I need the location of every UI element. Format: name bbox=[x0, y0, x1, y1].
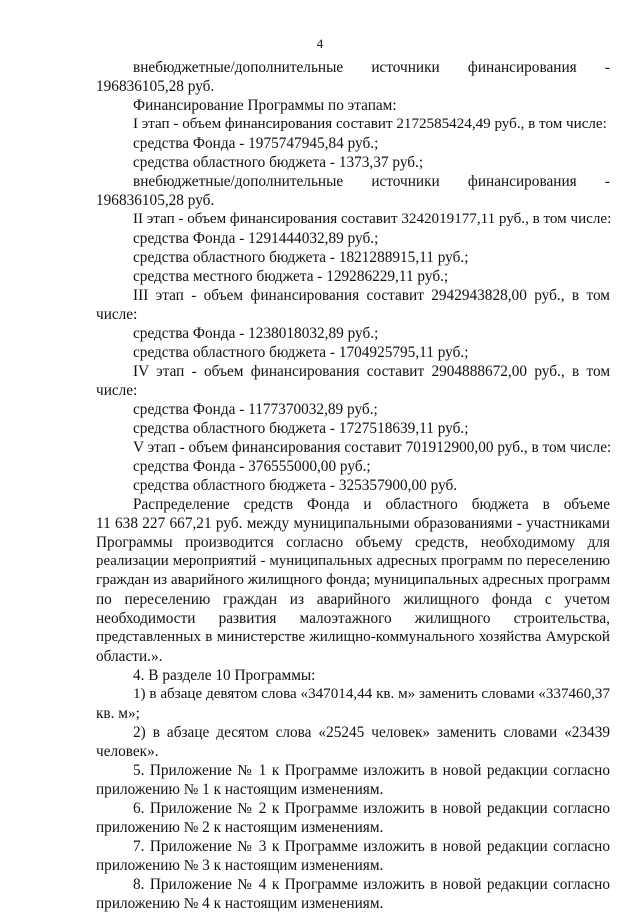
text-word: - bbox=[604, 59, 610, 76]
text-line: 1) в абзаце девятом слова «347014,44 кв. м» заменить словами «337460,37 bbox=[133, 686, 610, 702]
text-line: приложению № 1 к настоящим изменениям. bbox=[96, 781, 384, 798]
text-word: финансирования bbox=[467, 59, 577, 76]
text-line: IV этап - объем финансирования составит 2904888672,00 руб., в том bbox=[133, 363, 610, 380]
text-line: 2) в абзаце десятом слова «25245 человек» заменить словами «23439 bbox=[133, 724, 610, 741]
text-word: - bbox=[604, 173, 610, 190]
text-line: области.». bbox=[96, 648, 163, 665]
text-line: человек». bbox=[96, 743, 159, 760]
text-line: приложению № 4 к настоящим изменениям. bbox=[96, 895, 384, 912]
text-line: 196836105,28 руб. bbox=[96, 192, 215, 209]
text-line bbox=[133, 172, 610, 191]
text-line: средства местного бюджета - 129286229,11 руб.; bbox=[133, 268, 449, 285]
text-line: 4. В разделе 10 Программы: bbox=[133, 667, 316, 684]
text-line: Финансирование Программы по этапам: bbox=[133, 97, 397, 114]
text-word: финансирования bbox=[467, 173, 577, 190]
text-line: 7. Приложение № 3 к Программе изложить в новой редакции согласно bbox=[133, 838, 610, 855]
text-line: средства Фонда - 1238018032,89 руб.; bbox=[133, 325, 379, 342]
page-number: 4 bbox=[316, 36, 324, 51]
text-line: средства областного бюджета - 1821288915,11 руб.; bbox=[133, 249, 469, 266]
text-line: числе: bbox=[96, 306, 138, 323]
text-line bbox=[133, 58, 610, 77]
text-line: необходимости развития малоэтажного жилищного строительства, bbox=[96, 610, 610, 627]
text-line: реализации мероприятий - муниципальных адресных программ по переселению bbox=[96, 553, 610, 569]
text-line: Распределение средств Фонда и областного бюджета в объеме bbox=[133, 496, 610, 513]
text-line: средства областного бюджета - 325357900,00 руб. bbox=[133, 477, 458, 494]
text-line: 6. Приложение № 2 к Программе изложить в новой редакции согласно bbox=[133, 800, 610, 817]
text-word: источники bbox=[371, 173, 440, 190]
text-line: представленных в министерстве жилищно-коммунального хозяйства Амурской bbox=[96, 629, 610, 645]
text-line: Программы производится согласно объему средств, необходимому для bbox=[96, 534, 610, 551]
text-line: V этап - объем финансирования составит 701912900,00 руб., в том числе: bbox=[133, 439, 612, 456]
text-word: внебюджетные/дополнительные bbox=[133, 59, 344, 76]
text-line: средства Фонда - 376555000,00 руб.; bbox=[133, 458, 371, 475]
text-line: средства областного бюджета - 1373,37 руб.; bbox=[133, 154, 424, 171]
text-line: II этап - объем финансирования составит 3242019177,11 руб., в том числе: bbox=[133, 211, 612, 227]
text-line: по переселению граждан из аварийного жилищного фонда с учетом bbox=[96, 591, 610, 608]
text-line: средства областного бюджета - 1727518639,11 руб.; bbox=[133, 420, 469, 437]
text-line: кв. м»; bbox=[96, 705, 140, 722]
text-line: III этап - объем финансирования составит 2942943828,00 руб., в том bbox=[133, 287, 610, 304]
text-word: источники bbox=[371, 59, 440, 76]
text-line: средства Фонда - 1177370032,89 руб.; bbox=[133, 401, 378, 418]
text-line: средства областного бюджета - 1704925795,11 руб.; bbox=[133, 344, 469, 361]
text-line: средства Фонда - 1291444032,89 руб.; bbox=[133, 230, 379, 247]
text-word: внебюджетные/дополнительные bbox=[133, 173, 344, 190]
text-line: 196836105,28 руб. bbox=[96, 78, 215, 95]
text-line: приложению № 3 к настоящим изменениям. bbox=[96, 857, 384, 874]
text-line: 11 638 227 667,21 руб. между муниципальными образованиями - участниками bbox=[96, 515, 610, 532]
text-line: средства Фонда - 1975747945,84 руб.; bbox=[133, 135, 379, 152]
text-line: числе: bbox=[96, 382, 138, 399]
text-line: I этап - объем финансирования составит 2172585424,49 руб., в том числе: bbox=[133, 116, 607, 132]
text-line: приложению № 2 к настоящим изменениям. bbox=[96, 819, 384, 836]
text-line: 8. Приложение № 4 к Программе изложить в новой редакции согласно bbox=[133, 876, 610, 893]
text-line: 5. Приложение № 1 к Программе изложить в новой редакции согласно bbox=[133, 762, 610, 779]
text-line: граждан из аварийного жилищного фонда; муниципальных адресных программ bbox=[96, 572, 611, 588]
